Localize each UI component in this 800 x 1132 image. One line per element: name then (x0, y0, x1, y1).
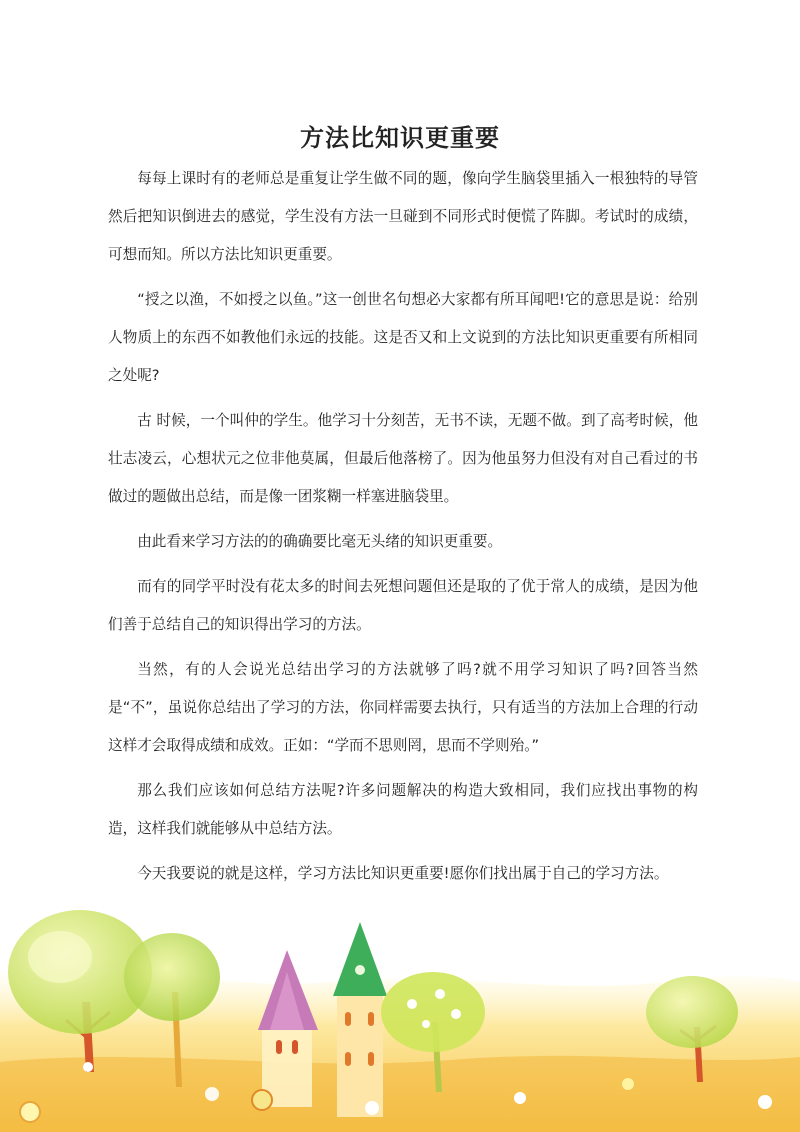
house-pink-roof (258, 950, 318, 1107)
document-body (108, 160, 698, 900)
paragraph-4: 由此看来学习方法的的确确要比毫无头绪的知识更重要。 (137, 533, 503, 550)
paragraph-5: 而有的同学平时没有花太多的时间去死想问题但还是取的了优于常人的成绩，是因为他们善于总结自己的知识得出学习的方法。 (108, 578, 698, 633)
watercolor-landscape-illustration (0, 862, 800, 1132)
paragraph-2: “授之以渔，不如授之以鱼。”这一创世名句想必大家都有所耳闻吧!它的意思是说：给别人物质上的东西不如教他们永远的技能。这是否又和上文说到的方法比知识更重要有所相同之处呢? (108, 291, 698, 384)
document-title: 方法比知识更重要 (300, 124, 500, 152)
paragraph-7: 那么我们应该如何总结方法呢?许多问题解决的构造大致相同，我们应找出事物的构造，这样我们就能够从中总结方法。 (108, 782, 698, 837)
ground-band (0, 1056, 800, 1132)
tower-green-roof (333, 922, 387, 1117)
paragraph-8: 今天我要说的就是这样，学习方法比知识更重要!愿你们找出属于自己的学习方法。 (137, 865, 669, 882)
paragraph-3: 古 时候，一个叫仲的学生。他学习十分刻苦，无书不读，无题不做。到了高考时候，他壮志凌云，心想状元之位非他莫属，但最后他落榜了。因为他虽努力但没有对自己看过的书做过的题做出总结，而是像一团浆糊一样塞进脑袋里。 (108, 412, 698, 505)
paragraph-6: 当然，有的人会说光总结出学习的方法就够了吗?就不用学习知识了吗?回答当然是“不”，虽说你总结出了学习的方法，你同样需要去执行，只有适当的方法加上合理的行动这样才会取得成绩和成效。正如：“学而不思则罔，思而不学则殆。” (108, 661, 698, 754)
paragraph-1: 每每上课时有的老师总是重复让学生做不同的题，像向学生脑袋里插入一根独特的导管然后把知识倒进去的感觉，学生没有方法一旦碰到不同形式时便慌了阵脚。考试时的成绩，可想而知。所以方法比知识更重要。 (108, 170, 698, 263)
